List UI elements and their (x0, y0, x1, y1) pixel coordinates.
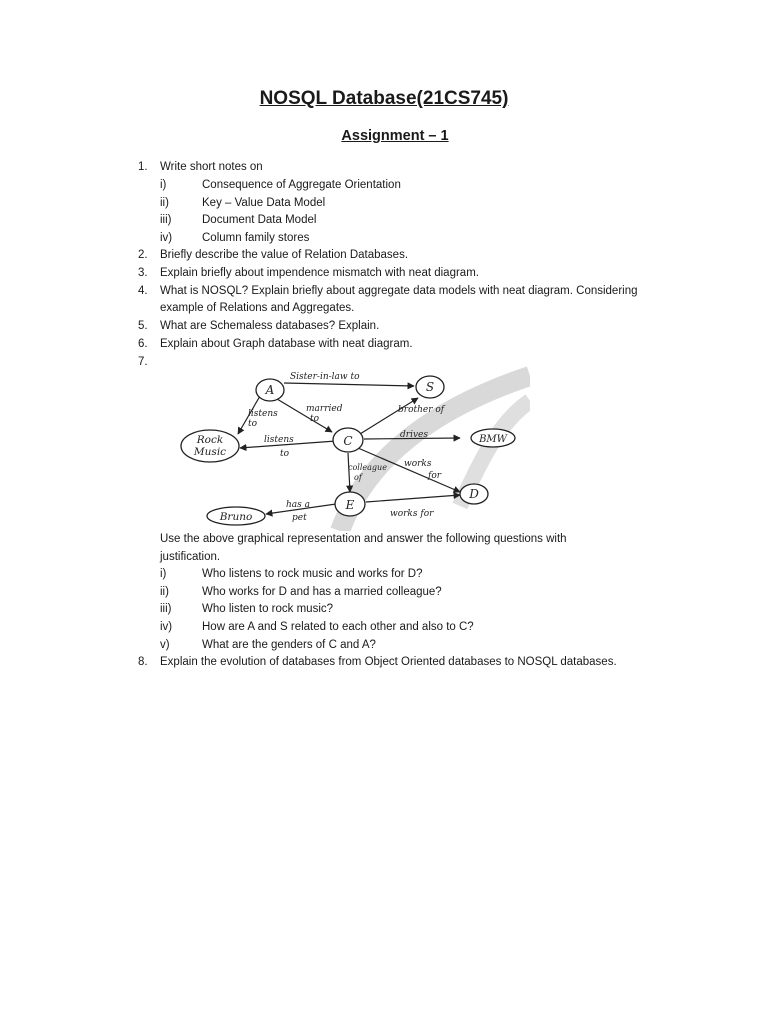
question-number: 2. (138, 249, 148, 261)
sub-item-text: Document Data Model (202, 214, 317, 226)
question-text: Explain about Graph database with neat diagram. (160, 338, 413, 350)
edge-label-listens-c-to: to (280, 449, 290, 459)
question-number: 6. (138, 338, 148, 350)
sub-item-number: i) (160, 568, 167, 580)
edge-colleague (348, 453, 350, 492)
node-label-c: C (343, 434, 353, 448)
edge-label-works: works (404, 459, 432, 469)
question-text: example of Relations and Aggregates. (160, 302, 355, 314)
question-text: Use the above graphical representation and answer the following questions with (160, 533, 567, 545)
sub-item-number: ii) (160, 586, 169, 598)
node-label-a: A (265, 383, 275, 397)
sub-item-number: iii) (160, 603, 172, 615)
edge-label-drives: drives (400, 430, 428, 440)
edge-label-pet: has a (286, 500, 311, 510)
edge-label-works-for: for (428, 471, 442, 481)
edge-works-e (366, 495, 460, 502)
edge-label-listens-a: listens (248, 409, 278, 419)
document-subtitle: Assignment – 1 (341, 128, 449, 144)
node-label-music: Music (193, 446, 227, 458)
node-label-rock: Rock (196, 434, 224, 446)
watermark-stroke (340, 376, 530, 531)
question-number: 7. (138, 356, 148, 368)
question-text: justification. (160, 551, 221, 563)
edge-married (272, 396, 332, 432)
edge-label-colleague: colleague (348, 463, 387, 472)
question-number: 8. (138, 656, 148, 668)
question-text: Write short notes on (160, 161, 263, 173)
question-text: What are Schemaless databases? Explain. (160, 320, 380, 332)
question-text: Explain the evolution of databases from Object Oriented databases to NOSQL databases. (160, 656, 617, 668)
question-text: Explain briefly about impendence mismatch with neat diagram. (160, 267, 479, 279)
question-number: 3. (138, 267, 148, 279)
edge-label-listens-a-to: to (248, 419, 258, 429)
edge-label-married: married (306, 404, 343, 414)
sub-item-number: v) (160, 639, 170, 651)
node-label-bmw: BMW (479, 434, 507, 445)
sub-item-text: Who listen to rock music? (202, 603, 334, 615)
sub-item-text: What are the genders of C and A? (202, 639, 376, 651)
question-number: 1. (138, 161, 148, 173)
edge-label-pet-2: pet (292, 513, 307, 523)
edge-label-brother: brother of (398, 405, 445, 415)
question-number: 5. (138, 320, 148, 332)
node-label-s: S (425, 380, 435, 394)
edge-label-colleague-of: of (354, 473, 362, 482)
sub-item-number: ii) (160, 197, 169, 209)
sub-item-text: Who works for D and has a married colleague? (202, 586, 442, 598)
sub-item-text: Consequence of Aggregate Orientation (202, 179, 401, 191)
edge-label-married-to: to (310, 414, 320, 424)
node-label-bruno: Bruno (219, 511, 253, 523)
edge-label-works-for-e: works for (390, 509, 434, 519)
edge-sister-in-law (284, 383, 414, 386)
sub-item-number: i) (160, 179, 167, 191)
sub-item-text: Column family stores (202, 232, 310, 244)
edge-label-listens-c: listens (264, 435, 294, 445)
question-text: Briefly describe the value of Relation Databases. (160, 249, 409, 261)
question-text: What is NOSQL? Explain briefly about aggregate data models with neat diagram. Considering (160, 285, 638, 297)
sub-item-text: How are A and S related to each other and also to C? (202, 621, 474, 633)
graph-diagram (160, 366, 530, 531)
node-label-e: E (345, 498, 355, 512)
sub-item-number: iv) (160, 232, 173, 244)
question-number: 4. (138, 285, 148, 297)
sub-item-number: iv) (160, 621, 173, 633)
sub-item-number: iii) (160, 214, 172, 226)
sub-item-text: Who listens to rock music and works for D? (202, 568, 423, 580)
document-title: NOSQL Database(21CS745) (259, 88, 509, 109)
sub-item-text: Key – Value Data Model (202, 197, 326, 209)
edge-label-sister: Sister-in-law to (290, 372, 360, 382)
node-label-d: D (469, 487, 479, 501)
